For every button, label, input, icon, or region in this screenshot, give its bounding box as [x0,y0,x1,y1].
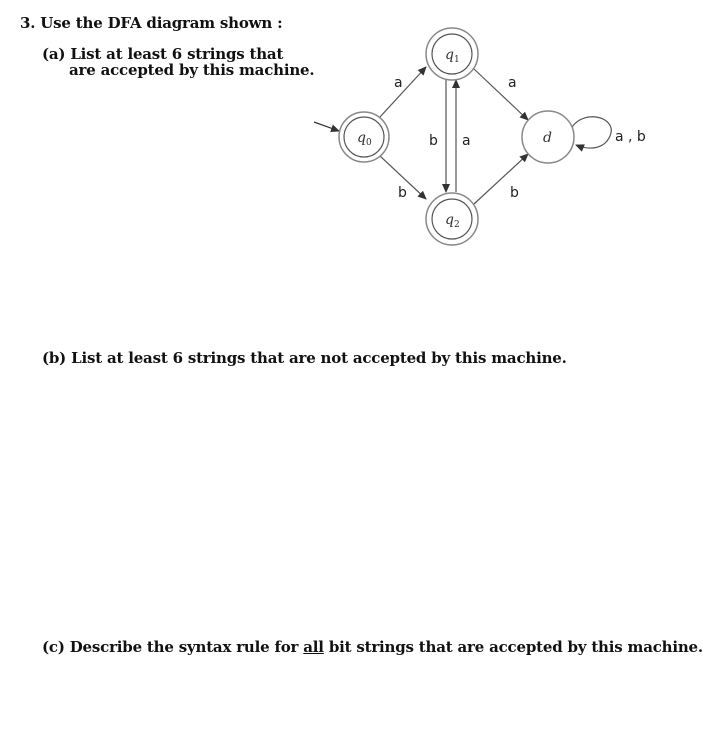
label-q0-q1: a [394,75,403,91]
part-c-prefix: (c) Describe the syntax rule for [42,638,304,656]
state-q0-label: q [357,130,366,146]
state-q2 [426,193,478,245]
label-d-loop: a , b [615,129,646,145]
state-q1-subscript: 1 [453,55,460,65]
label-q2-d: b [510,185,519,201]
edge-q2-d [474,154,528,204]
dfa-diagram [0,0,656,260]
state-d-label: d [543,130,552,146]
state-q1-label: q [445,47,454,63]
part-c-underlined-word: all [303,638,324,656]
edge-q0-q1 [380,67,426,117]
label-q1-d: a [508,75,517,91]
state-d [522,111,574,163]
part-c-text [42,638,703,656]
edge-q1-d [474,69,528,120]
edge-d-loop [572,117,611,148]
part-c-suffix: bit strings that are accepted by this machine. [323,638,703,656]
label-q2-q1: a [462,133,471,149]
part-b-text: (b) List at least 6 strings that are not accepted by this machine. [42,349,567,367]
label-q1-q2: b [429,133,438,149]
question-title: 3. Use the DFA diagram shown : [20,14,283,32]
start-arrow [314,122,339,131]
part-a-text-line2: are accepted by this machine. [69,61,315,79]
state-q0-subscript: 0 [365,138,372,148]
state-q0 [339,112,389,162]
state-q2-label: q [445,212,454,228]
label-q0-q2: b [398,185,407,201]
state-q2-subscript: 2 [453,220,460,230]
state-q1 [426,28,478,80]
part-a-text-line1: (a) List at least 6 strings that [42,45,284,63]
